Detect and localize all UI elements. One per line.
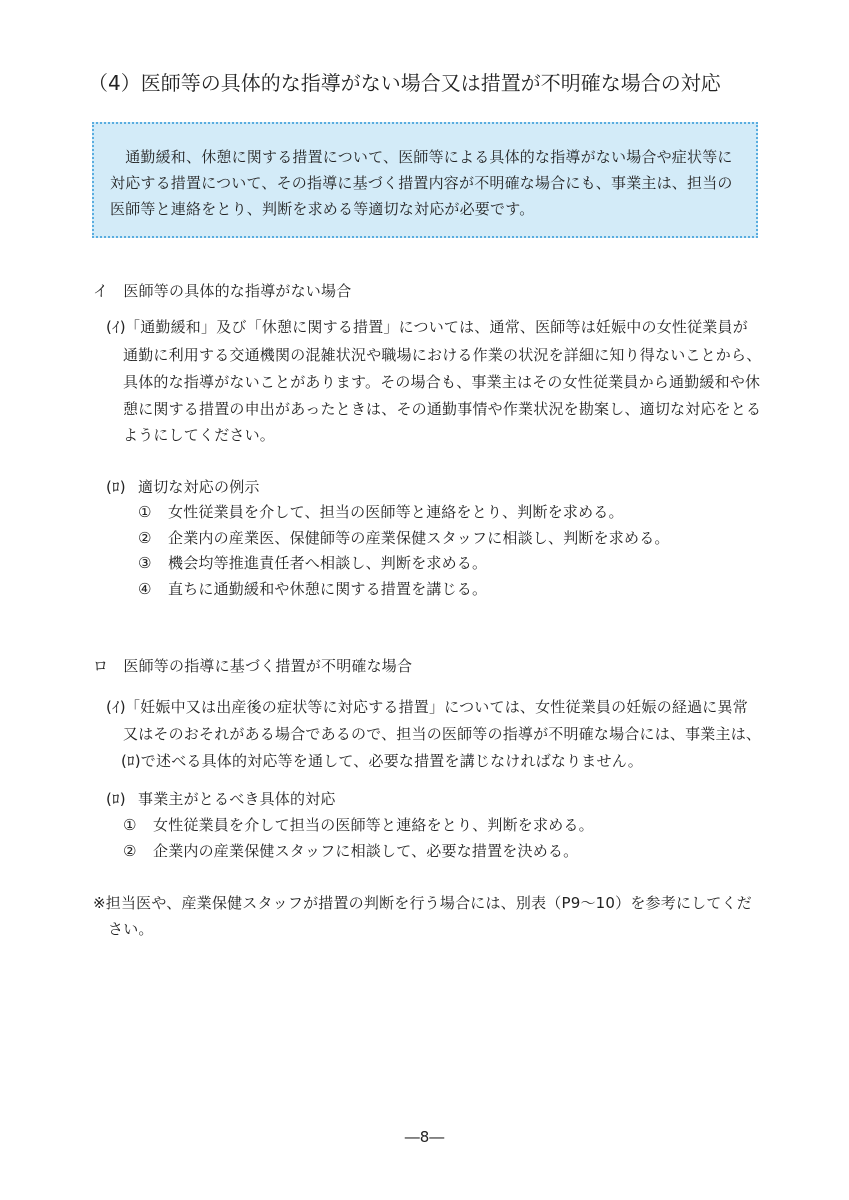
list-item: 機会均等推進責任者へ相談し、判断を求める。	[168, 554, 488, 572]
list-number: ①	[138, 503, 152, 521]
summary-line: 医師等と連絡をとり、判断を求める等適切な対応が必要です。	[110, 200, 535, 218]
list-item: 女性従業員を介して担当の医師等と連絡をとり、判断を求める。	[153, 816, 594, 834]
section-i-item-b-heading: 適切な対応の例示	[138, 478, 260, 496]
summary-line: 対応する措置について、その指導に基づく措置内容が不明確な場合にも、事業主は、担当の	[110, 174, 733, 192]
note-line: さい。	[108, 920, 154, 938]
section-ro-item-b-heading: 事業主がとるべき具体的対応	[138, 790, 336, 808]
section-i-heading: イ 医師等の具体的な指導がない場合	[93, 282, 352, 300]
section-i-item-b-marker: (ﾛ)	[106, 478, 126, 496]
section-ro-heading: ロ 医師等の指導に基づく措置が不明確な場合	[93, 657, 413, 675]
list-number: ④	[138, 580, 152, 598]
paragraph-line: ようにしてください。	[123, 426, 276, 444]
paragraph-line: 又はそのおそれがある場合であるので、担当の医師等の指導が不明確な場合には、事業主は、	[123, 725, 762, 743]
list-number: ②	[123, 842, 137, 860]
summary-line: 通勤緩和、休憩に関する措置について、医師等による具体的な指導がない場合や症状等に	[110, 148, 733, 166]
list-item: 直ちに通勤緩和や休憩に関する措置を講じる。	[168, 580, 488, 598]
section-i-item-a-marker: (ｲ)	[106, 318, 126, 336]
paragraph-line: 憩に関する措置の申出があったときは、その通勤事情や作業状況を勘案し、適切な対応をとる	[123, 400, 762, 418]
note-line: ※担当医や、産業保健スタッフが措置の判断を行う場合には、別表（P9～10）を参考にしてくだ	[93, 894, 752, 912]
list-item: 女性従業員を介して、担当の医師等と連絡をとり、判断を求める。	[168, 503, 624, 521]
list-item: 企業内の産業保健スタッフに相談して、必要な措置を決める。	[153, 842, 579, 860]
page-number: ―8―	[404, 1128, 445, 1146]
paragraph-line: 具体的な指導がないことがあります。その場合も、事業主はその女性従業員から通勤緩和や休	[123, 373, 761, 391]
paragraph-line: 「妊娠中又は出産後の症状等に対応する措置」については、女性従業員の妊娠の経過に異常	[125, 698, 748, 716]
section-ro-item-b-marker: (ﾛ)	[106, 790, 126, 808]
paragraph-line: 通勤に利用する交通機関の混雑状況や職場における作業の状況を詳細に知り得ないことから、	[123, 346, 762, 364]
section-ro-item-a-marker: (ｲ)	[106, 698, 126, 716]
page-title: （4）医師等の具体的な指導がない場合又は措置が不明確な場合の対応	[88, 71, 721, 95]
list-number: ①	[123, 816, 137, 834]
paragraph-line: (ﾛ)で述べる具体的対応等を通して、必要な措置を講じなければなりません。	[121, 752, 644, 770]
list-number: ②	[138, 529, 152, 547]
list-item: 企業内の産業医、保健師等の産業保健スタッフに相談し、判断を求める。	[168, 529, 670, 547]
paragraph-line: 「通勤緩和」及び「休憩に関する措置」については、通常、医師等は妊娠中の女性従業員が	[125, 318, 748, 336]
list-number: ③	[138, 554, 152, 572]
